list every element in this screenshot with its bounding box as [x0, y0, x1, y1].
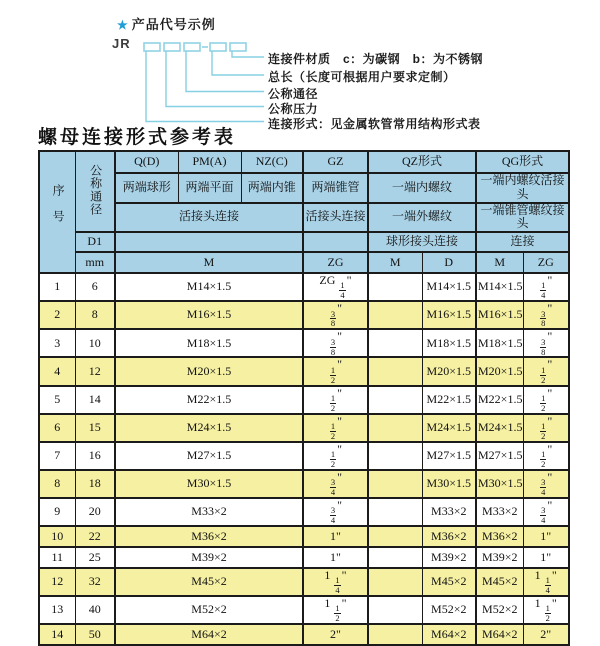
qg-zg-cell: $\frac{3}{4}$ " — [523, 470, 569, 498]
qg-zg-cell: 1" — [523, 526, 569, 547]
code-box — [164, 43, 180, 51]
header-m: M — [115, 252, 303, 273]
qz-d-cell: M24×1.5 — [422, 414, 476, 442]
fraction-value: $\frac{1}{2}$ — [330, 364, 336, 385]
table-row — [39, 357, 569, 385]
header-gz: GZ — [303, 151, 368, 173]
header-d1: D1 — [75, 232, 115, 252]
qz-m-cell — [368, 273, 422, 301]
qg-zg-cell: 1 $\frac{1}{2}$ " — [523, 596, 569, 624]
qz-d-cell: M16×1.5 — [422, 301, 476, 329]
qz-m-cell — [368, 442, 422, 470]
seq-cell: 13 — [39, 596, 75, 624]
qg-m-cell: M45×2 — [476, 568, 523, 596]
gz-cell: 1" — [303, 547, 368, 568]
header-qz-d: D — [422, 252, 476, 273]
qz-d-cell: M64×2 — [422, 624, 476, 645]
table-row — [39, 386, 569, 414]
dn-cell: 32 — [75, 568, 115, 596]
fraction-value: $\frac{1}{2}$ — [335, 603, 340, 624]
connector-line — [166, 51, 264, 107]
header-qg-m: M — [476, 252, 523, 273]
qz-d-cell: M30×1.5 — [422, 470, 476, 498]
star-icon: ★ — [117, 18, 129, 32]
qg-m-cell: M14×1.5 — [476, 273, 523, 301]
qz-m-cell — [368, 596, 422, 624]
qz-m-cell — [368, 568, 422, 596]
qz-d-cell: M33×2 — [422, 498, 476, 526]
header-nz: NZ(C) — [241, 151, 303, 173]
code-label-pressure: 公称压力 — [268, 102, 319, 116]
seq-cell: 3 — [39, 329, 75, 357]
fraction-value: $\frac{1}{2}$ — [330, 392, 336, 413]
fraction-value: $\frac{1}{2}$ — [541, 392, 546, 413]
qz-d-cell: M20×1.5 — [422, 357, 476, 385]
fraction-value: $\frac{3}{8}$ — [330, 308, 336, 329]
dn-cell: 8 — [75, 301, 115, 329]
qg-m-cell: M30×1.5 — [476, 470, 523, 498]
nut-connection-table — [38, 150, 570, 646]
qz-d-cell: M52×2 — [422, 596, 476, 624]
header-qz: QZ形式 — [368, 151, 476, 173]
m-cell: M16×1.5 — [115, 301, 303, 329]
seq-cell: 4 — [39, 357, 75, 385]
table-row — [39, 414, 569, 442]
gz-cell: $\frac{1}{2}$ " — [303, 386, 368, 414]
dn-cell: 20 — [75, 498, 115, 526]
qz-d-cell: M39×2 — [422, 547, 476, 568]
fraction-value: $\frac{1}{2}$ — [541, 449, 546, 469]
fraction-value: $\frac{3}{4}$ — [330, 505, 336, 526]
qg-m-cell: M20×1.5 — [476, 357, 523, 385]
table-row — [39, 470, 569, 498]
header-qg-desc: 一端内螺纹活接头 — [476, 173, 569, 203]
header-qg-desc2: 一端锥管螺纹接头 — [476, 203, 569, 233]
connector-line — [232, 51, 264, 57]
header-qg-connection: 连接 — [476, 232, 569, 252]
header-q-desc: 两端球形 — [115, 173, 178, 203]
qz-m-cell — [368, 624, 422, 645]
qg-m-cell: M22×1.5 — [476, 386, 523, 414]
dn-cell: 25 — [75, 547, 115, 568]
m-cell: M52×2 — [115, 596, 303, 624]
fraction-value: $\frac{3}{4}$ — [541, 505, 546, 526]
diagram-title-text: 产品代号示例 — [131, 17, 216, 32]
qg-zg-cell: $\frac{1}{2}$ " — [523, 386, 569, 414]
fraction-value: $\frac{1}{4}$ — [545, 575, 550, 596]
qz-m-cell — [368, 301, 422, 329]
qg-zg-cell: 2" — [523, 624, 569, 645]
header-nz-desc: 两端内锥 — [241, 173, 303, 203]
header-gz-connection: 活接头连接 — [303, 203, 368, 233]
gz-cell: $\frac{1}{2}$ " — [303, 414, 368, 442]
gz-cell: 1 $\frac{1}{2}$ " — [303, 596, 368, 624]
qz-m-cell — [368, 386, 422, 414]
qg-m-cell: M52×2 — [476, 596, 523, 624]
table-row — [39, 329, 569, 357]
code-box — [184, 43, 200, 51]
fraction-value: $\frac{3}{8}$ — [541, 308, 546, 329]
seq-cell: 2 — [39, 301, 75, 329]
code-box — [144, 43, 160, 51]
fraction-value: $\frac{1}{4}$ — [541, 280, 546, 301]
gz-cell: 2" — [303, 624, 368, 645]
table-row — [39, 596, 569, 624]
fraction-value: $\frac{1}{2}$ — [545, 603, 550, 624]
qz-d-cell: M45×2 — [422, 568, 476, 596]
qz-m-cell — [368, 498, 422, 526]
dn-cell: 50 — [75, 624, 115, 645]
gz-cell: $\frac{1}{2}$ " — [303, 442, 368, 470]
gz-cell: $\frac{3}{8}$ " — [303, 301, 368, 329]
connector-line — [146, 51, 264, 122]
fraction-value: $\frac{3}{4}$ — [330, 477, 336, 498]
header-seq: 序号 — [39, 151, 75, 273]
gz-cell: $\frac{3}{4}$ " — [303, 498, 368, 526]
fraction-value: $\frac{3}{4}$ — [541, 477, 546, 498]
code-prefix: JR — [112, 36, 131, 51]
fraction-value: $\frac{1}{2}$ — [330, 420, 336, 441]
qz-m-cell — [368, 414, 422, 442]
seq-cell: 9 — [39, 498, 75, 526]
qg-zg-cell: $\frac{3}{8}$ " — [523, 301, 569, 329]
fraction-value: $\frac{3}{8}$ — [541, 336, 546, 357]
qg-m-cell: M18×1.5 — [476, 329, 523, 357]
fraction-value: $\frac{1}{2}$ — [541, 364, 546, 385]
table-row — [39, 568, 569, 596]
fraction-value: $\frac{1}{4}$ — [340, 280, 345, 301]
qg-zg-cell: $\frac{3}{4}$ " — [523, 498, 569, 526]
gz-cell: 1" — [303, 526, 368, 547]
qz-m-cell — [368, 357, 422, 385]
gz-cell: $\frac{3}{8}$ " — [303, 329, 368, 357]
m-cell: M20×1.5 — [115, 357, 303, 385]
code-label-diameter: 公称通径 — [268, 87, 319, 101]
qz-d-cell: M14×1.5 — [422, 273, 476, 301]
seq-cell: 7 — [39, 442, 75, 470]
dn-cell: 16 — [75, 442, 115, 470]
code-label-length: 总长（长度可根据用户要求定制） — [268, 70, 456, 84]
table-row — [39, 624, 569, 645]
header-zg: ZG — [303, 252, 368, 273]
dn-cell: 40 — [75, 596, 115, 624]
header-qg: QG形式 — [476, 151, 569, 173]
table-header — [39, 151, 569, 273]
qz-m-cell — [368, 547, 422, 568]
gz-cell: $\frac{3}{4}$ " — [303, 470, 368, 498]
qg-m-cell: M36×2 — [476, 526, 523, 547]
header-qg-zg: ZG — [523, 252, 569, 273]
gz-cell: ZG $\frac{1}{4}$ " — [303, 273, 368, 301]
header-union-connection: 活接头连接 — [115, 203, 303, 233]
seq-cell: 5 — [39, 386, 75, 414]
qg-m-cell: M16×1.5 — [476, 301, 523, 329]
header-q: Q(D) — [115, 151, 178, 173]
seq-cell: 6 — [39, 414, 75, 442]
fraction-value: $\frac{3}{8}$ — [330, 336, 336, 357]
code-label-material: 连接件材质 c：为碳钢 b：为不锈钢 — [268, 52, 484, 66]
m-cell: M18×1.5 — [115, 329, 303, 357]
qg-zg-cell: 1 $\frac{1}{4}$ " — [523, 568, 569, 596]
qz-d-cell: M22×1.5 — [422, 386, 476, 414]
table-title: 螺母连接形式参考表 — [38, 127, 237, 148]
dn-cell: 15 — [75, 414, 115, 442]
table-row — [39, 498, 569, 526]
header-dn: 公称通径 — [75, 151, 115, 232]
qz-m-cell — [368, 329, 422, 357]
empty-cell — [115, 232, 303, 252]
header-pm: PM(A) — [178, 151, 241, 173]
seq-cell: 1 — [39, 273, 75, 301]
header-qz-desc2: 一端外螺纹 — [368, 203, 476, 233]
table-row — [39, 442, 569, 470]
table-row — [39, 273, 569, 301]
dn-cell: 14 — [75, 386, 115, 414]
header-pm-desc: 两端平面 — [178, 173, 241, 203]
m-cell: M22×1.5 — [115, 386, 303, 414]
m-cell: M24×1.5 — [115, 414, 303, 442]
code-box — [210, 43, 226, 51]
qz-d-cell: M36×2 — [422, 526, 476, 547]
table-body — [39, 273, 569, 645]
m-cell: M27×1.5 — [115, 442, 303, 470]
dn-cell: 22 — [75, 526, 115, 547]
qg-zg-cell: $\frac{1}{2}$ " — [523, 414, 569, 442]
header-qz-m: M — [368, 252, 422, 273]
dn-cell: 18 — [75, 470, 115, 498]
fraction-value: $\frac{1}{2}$ — [330, 449, 336, 469]
header-qz-desc: 一端内螺纹 — [368, 173, 476, 203]
qg-zg-cell: $\frac{1}{2}$ " — [523, 442, 569, 470]
dn-cell: 6 — [75, 273, 115, 301]
code-box — [230, 43, 246, 51]
qg-m-cell: M33×2 — [476, 498, 523, 526]
qg-zg-cell: $\frac{3}{8}$ " — [523, 329, 569, 357]
m-cell: M64×2 — [115, 624, 303, 645]
qg-m-cell: M24×1.5 — [476, 414, 523, 442]
m-cell: M33×2 — [115, 498, 303, 526]
qg-zg-cell: 1" — [523, 547, 569, 568]
fraction-value: $\frac{1}{2}$ — [541, 420, 546, 441]
gz-cell: $\frac{1}{2}$ " — [303, 357, 368, 385]
seq-cell: 12 — [39, 568, 75, 596]
qg-m-cell: M39×2 — [476, 547, 523, 568]
dn-cell: 12 — [75, 357, 115, 385]
qz-d-cell: M18×1.5 — [422, 329, 476, 357]
dn-cell: 10 — [75, 329, 115, 357]
header-qz-connection: 球形接头连接 — [368, 232, 476, 252]
qz-m-cell — [368, 470, 422, 498]
qg-m-cell: M27×1.5 — [476, 442, 523, 470]
m-cell: M30×1.5 — [115, 470, 303, 498]
table-row — [39, 301, 569, 329]
qg-zg-cell: $\frac{1}{2}$ " — [523, 357, 569, 385]
seq-cell: 14 — [39, 624, 75, 645]
m-cell: M45×2 — [115, 568, 303, 596]
table-row — [39, 526, 569, 547]
qz-d-cell: M27×1.5 — [422, 442, 476, 470]
seq-cell: 10 — [39, 526, 75, 547]
seq-cell: 8 — [39, 470, 75, 498]
connector-line — [212, 51, 264, 75]
seq-cell: 11 — [39, 547, 75, 568]
gz-cell: 1 $\frac{1}{4}$ " — [303, 568, 368, 596]
empty-cell — [303, 232, 368, 252]
m-cell: M36×2 — [115, 526, 303, 547]
table-row — [39, 547, 569, 568]
fraction-value: $\frac{1}{4}$ — [335, 575, 340, 596]
header-gz-desc: 两端锥管 — [303, 173, 368, 203]
qg-zg-cell: $\frac{1}{4}$ " — [523, 273, 569, 301]
code-label-connection: 连接形式：见金属软管常用结构形式表 — [268, 117, 481, 131]
qg-m-cell: M64×2 — [476, 624, 523, 645]
qz-m-cell — [368, 526, 422, 547]
m-cell: M39×2 — [115, 547, 303, 568]
header-mm: mm — [75, 252, 115, 273]
m-cell: M14×1.5 — [115, 273, 303, 301]
